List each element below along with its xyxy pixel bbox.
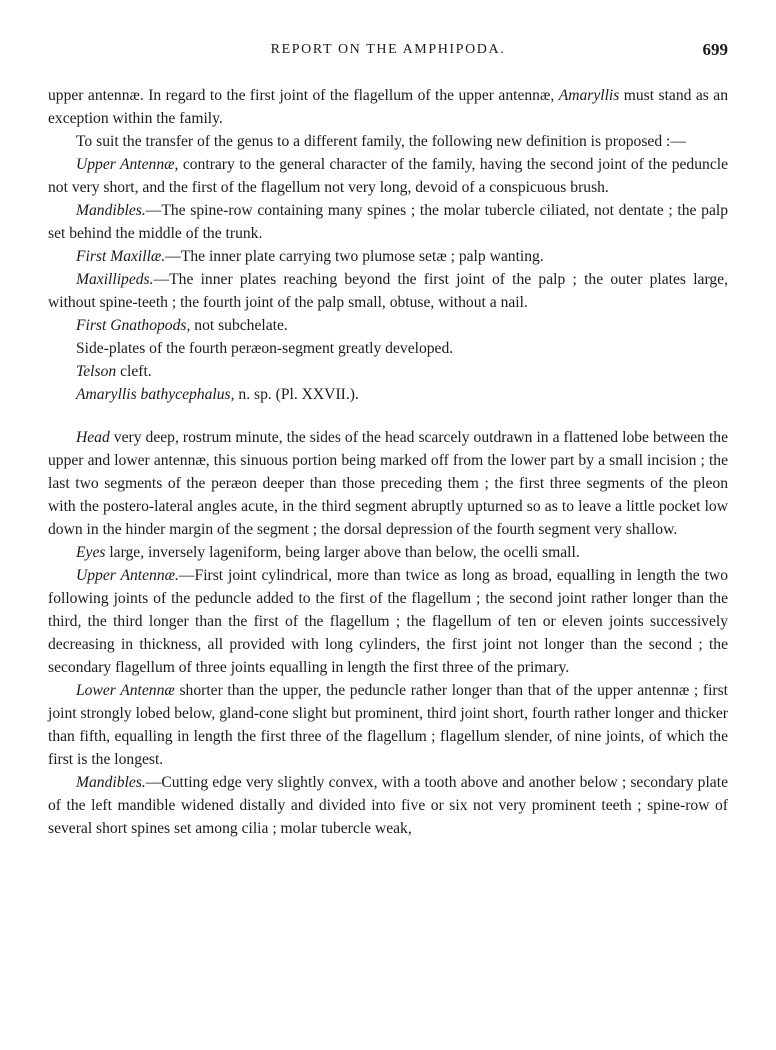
paragraph-lead: Eyes xyxy=(76,544,106,561)
paragraph-text: upper antennæ. In regard to the first joint of the flagellum of the upper antennæ, xyxy=(48,87,559,104)
paragraph-maxillipeds xyxy=(48,268,728,314)
paragraph-text: shorter than the upper, the peduncle rather longer than that of the upper antennæ ; first joint strongly lobed below, gland-cone slight but prominent, third joint short, fourth rather longer and thicker than fifth, equalling in length the first three of the flagellum ; flagellum slender, of nine joints, of which the first is the longest. xyxy=(48,682,728,768)
paragraph-first-maxillae xyxy=(48,245,728,268)
paragraph-upper-antennae xyxy=(48,153,728,199)
paragraph-lead: Lower Antennæ xyxy=(76,682,175,699)
paragraph-continuation xyxy=(48,84,728,130)
paragraph-lead: Mandibles. xyxy=(76,774,146,791)
species-heading-rest: n. sp. (Pl. XXVII.). xyxy=(234,386,359,403)
paragraph-first-gnathopods xyxy=(48,314,728,337)
paragraph-text: contrary to the general character of the family, having the second joint of the peduncle not very short, and the first of the flagellum not very long, devoid of a conspicuous brush. xyxy=(48,156,728,196)
paragraph-text: —The inner plate carrying two plumose setæ ; palp wanting. xyxy=(165,248,544,265)
running-head xyxy=(48,34,728,64)
paragraph-lead: First Gnathopods, xyxy=(76,317,191,334)
paragraph-text: cleft. xyxy=(116,363,152,380)
species-heading xyxy=(48,383,728,406)
running-title: REPORT ON THE AMPHIPODA. xyxy=(270,42,506,57)
paragraph-text: —First joint cylindrical, more than twice as long as broad, equalling in length the two following joints of the peduncle added to the first of the flagellum ; the second joint rather longer than the third, the third longer than the first of the flagellum ; the flagellum of ten or eleven joints successively decreasing in thickness, all provided with long cylinders, the first joint not longer than the second ; the secondary flagellum of three joints equalling in length the first three of the primary. xyxy=(48,567,728,676)
paragraph-definition-intro xyxy=(48,130,728,153)
species-name: Amaryllis bathycephalus, xyxy=(76,386,235,403)
paragraph-lead: Upper Antennæ, xyxy=(76,156,179,173)
paragraph-lead: Mandibles. xyxy=(76,202,146,219)
paragraph-lead: Telson xyxy=(76,363,117,380)
paragraph-upper-antennae-species xyxy=(48,564,728,679)
paragraph-mandibles-species xyxy=(48,771,728,840)
paragraph-text: very deep, rostrum minute, the sides of the head scarcely outdrawn in a flattened lobe between the upper and lower antennæ, this sinuous portion being marked off from the lower part by a small incision ; the last two segments of the peræon deeper than those preceding them ; the first three segments of the pleon with the postero-lateral angles acute, in the third segment abruptly upturned so as to leave a little pocket low down in the hinder margin of the segment ; the dorsal depression of the fourth segment very shallow. xyxy=(48,429,728,538)
paragraph-text: To suit the transfer of the genus to a different family, the following new definition is proposed :— xyxy=(76,133,686,150)
paragraph-text: must stand as an exception within the family. xyxy=(48,87,728,127)
paragraph-text: —The inner plates reaching beyond the first joint of the palp ; the outer plates large, without spine-teeth ; the fourth joint of the palp small, obtuse, without a nail. xyxy=(48,271,728,311)
paragraph-lead: Head xyxy=(76,429,110,446)
paragraph-text: —Cutting edge very slightly convex, with a tooth above and another below ; secondary plate of the left mandible widened distally and divided into five or six not very prominent teeth ; spine-row of several short spines set among cilia ; molar tubercle weak, xyxy=(48,774,728,837)
body-text xyxy=(48,84,728,840)
paragraph-lower-antennae xyxy=(48,679,728,771)
paragraph-text: not subchelate. xyxy=(190,317,288,334)
paragraph-text: Side-plates of the fourth peræon-segment greatly developed. xyxy=(76,340,454,357)
paragraph-mandibles xyxy=(48,199,728,245)
paragraph-head xyxy=(48,426,728,541)
paragraph-telson xyxy=(48,360,728,383)
paragraph-text: —The spine-row containing many spines ; the molar tubercle ciliated, not dentate ; the palp set behind the middle of the trunk. xyxy=(48,202,728,242)
paragraph-text: large, inversely lageniform, being larger above than below, the ocelli small. xyxy=(105,544,580,561)
paragraph-lead: First Maxillæ. xyxy=(76,248,166,265)
paragraph-lead: Upper Antennæ. xyxy=(76,567,179,584)
section-gap xyxy=(48,406,728,426)
paragraph-side-plates xyxy=(48,337,728,360)
genus-name: Amaryllis xyxy=(558,87,620,104)
page-number: 699 xyxy=(702,40,728,59)
paragraph-eyes xyxy=(48,541,728,564)
paragraph-lead: Maxillipeds. xyxy=(76,271,154,288)
